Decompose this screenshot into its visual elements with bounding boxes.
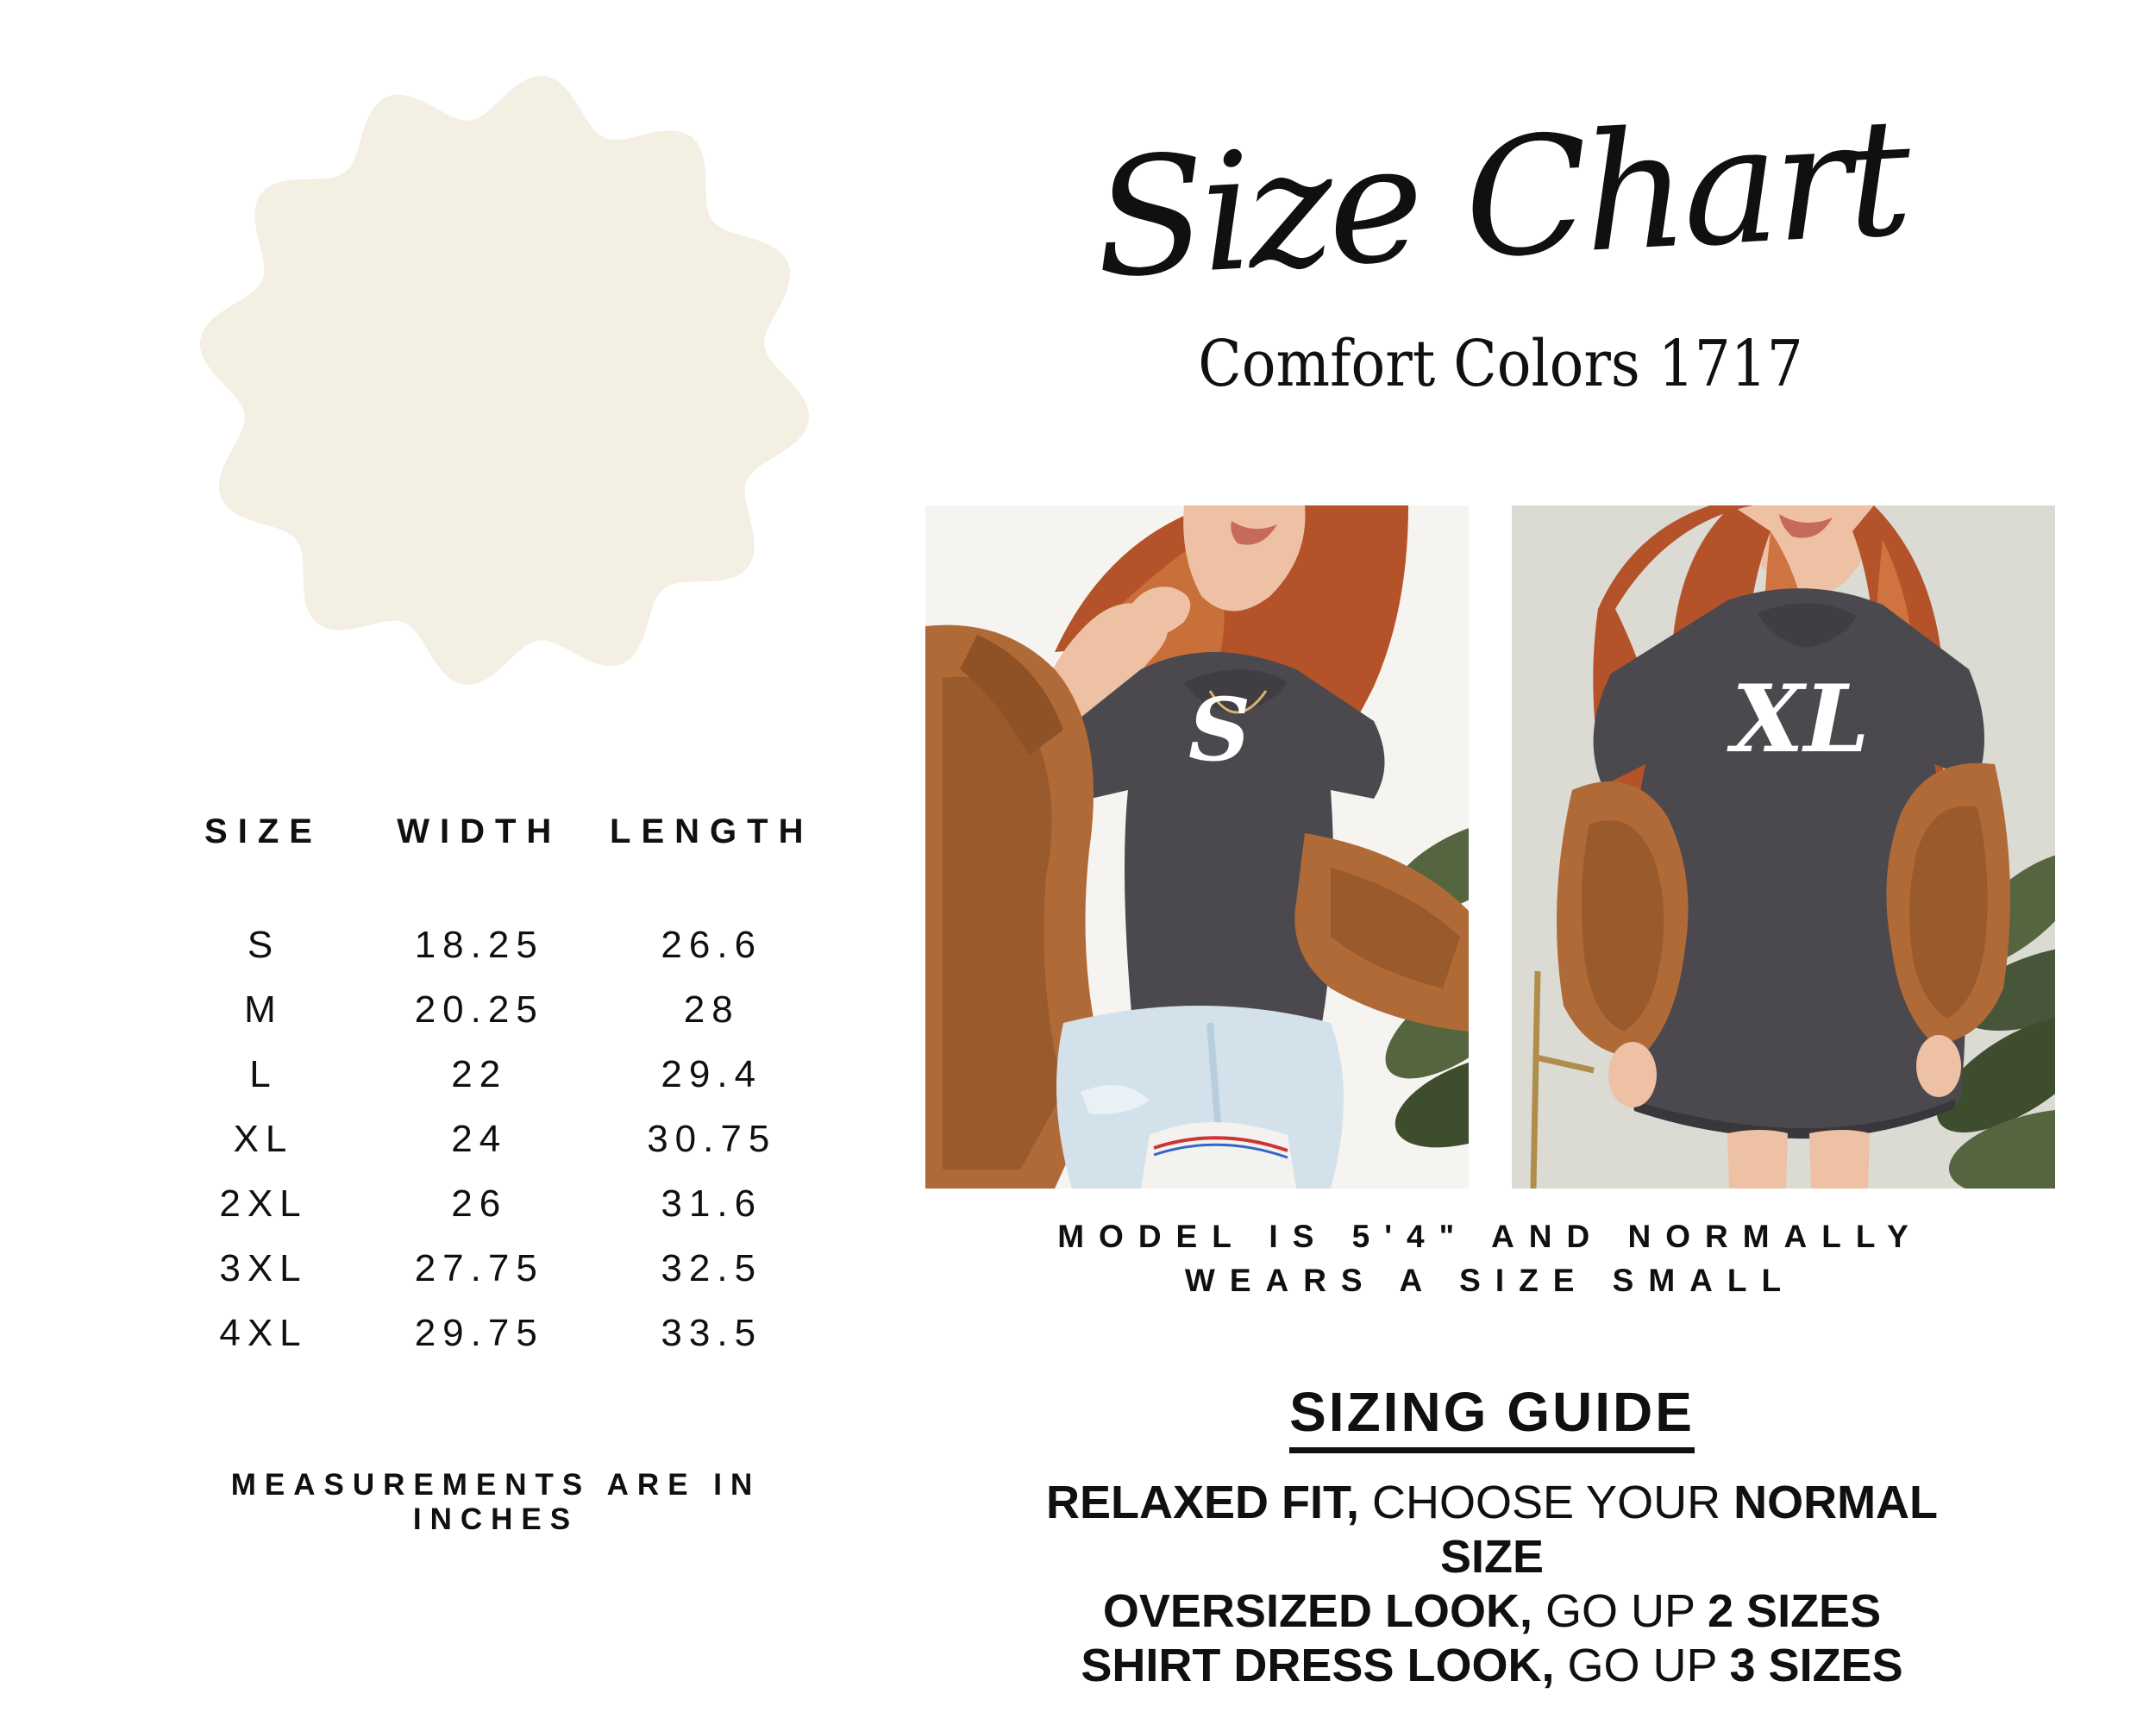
guide-text: NORMAL SIZE <box>1439 1477 1939 1583</box>
scalloped-blob-svg <box>197 71 812 690</box>
cell-width: 27.75 <box>414 1247 544 1289</box>
page-subtitle: Comfort Colors 1717 <box>1198 326 1803 402</box>
cell-width: 26 <box>451 1182 508 1225</box>
guide-text: RELAXED FIT, <box>1045 1477 1372 1528</box>
guide-text: 2 SIZES <box>1708 1585 1882 1637</box>
cell-size: 2XL <box>219 1182 308 1225</box>
guide-text: 3 SIZES <box>1729 1640 1903 1691</box>
table-row <box>164 1236 828 1301</box>
model-caption-line2: WEARS A SIZE SMALL <box>1184 1263 1796 1298</box>
col-header-width: WIDTH <box>397 812 562 850</box>
cell-size: XL <box>233 1118 294 1160</box>
guide-text: SHIRT DRESS LOOK, <box>1081 1640 1568 1691</box>
blob-path <box>200 76 809 685</box>
table-header-row <box>164 809 828 854</box>
cell-size: 3XL <box>219 1247 308 1289</box>
table-row <box>164 1107 828 1171</box>
shirt-size-letter-xl: XL <box>1732 665 1870 774</box>
cell-size: 4XL <box>219 1312 308 1354</box>
cell-length: 32.5 <box>661 1247 763 1289</box>
page-title: Size Chart <box>1090 83 1911 315</box>
scalloped-blob-shape <box>197 71 812 690</box>
model-caption <box>973 1214 2008 1302</box>
table-row <box>164 913 828 977</box>
cell-length: 28 <box>683 988 740 1031</box>
sizing-guide-title: SIZING GUIDE <box>1289 1380 1695 1453</box>
sizing-guide <box>992 1380 1992 1693</box>
cell-width: 20.25 <box>414 988 544 1031</box>
cell-size: L <box>249 1053 278 1095</box>
table-row <box>164 1171 828 1236</box>
measurements-footnote: MEASUREMENTS ARE IN INCHES <box>230 1468 761 1536</box>
cell-length: 26.6 <box>661 924 763 966</box>
cell-length: 29.4 <box>661 1053 763 1095</box>
guide-text: OVERSIZED LOOK, <box>1102 1585 1545 1637</box>
cell-width: 18.25 <box>414 924 544 966</box>
model-photo-size-xl <box>1512 505 2055 1189</box>
cell-width: 29.75 <box>414 1312 544 1354</box>
cell-size: M <box>244 988 283 1031</box>
model-photo-xl-illustration <box>1512 505 2055 1189</box>
col-header-length: LENGTH <box>610 812 814 850</box>
table-body <box>164 913 828 1365</box>
table-row <box>164 977 828 1042</box>
guide-text: GO UP <box>1545 1585 1708 1637</box>
guide-text: GO UP <box>1567 1640 1730 1691</box>
sizing-guide-line-relaxed <box>992 1476 1992 1584</box>
cell-width: 24 <box>451 1118 508 1160</box>
model-photo-size-s <box>925 505 1469 1189</box>
model-caption-line1: MODEL IS 5'4" AND NORMALLY <box>1057 1219 1923 1254</box>
sizing-guide-line-shirt-dress <box>992 1639 1992 1693</box>
cell-length: 30.75 <box>647 1118 777 1160</box>
guide-text: CHOOSE YOUR <box>1371 1477 1734 1528</box>
cell-size: S <box>247 924 280 966</box>
table-row <box>164 1301 828 1365</box>
shirt-size-letter-s: S <box>1188 679 1251 781</box>
cell-width: 22 <box>451 1053 508 1095</box>
cell-length: 33.5 <box>661 1312 763 1354</box>
col-header-size: SIZE <box>204 812 323 850</box>
size-table <box>164 809 828 1365</box>
cell-length: 31.6 <box>661 1182 763 1225</box>
header <box>1069 83 1932 402</box>
model-photo-s-illustration <box>925 505 1469 1189</box>
sizing-guide-lines <box>992 1476 1992 1693</box>
table-row <box>164 1042 828 1107</box>
sizing-guide-line-oversized <box>992 1584 1992 1639</box>
